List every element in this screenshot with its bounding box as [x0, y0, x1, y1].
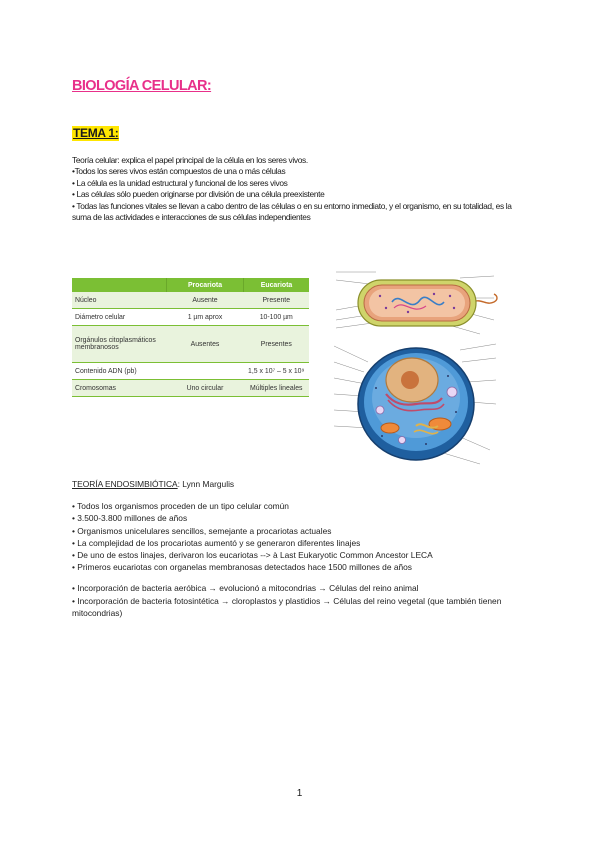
cell-theory-block — [72, 155, 532, 223]
table-cell: Cromosomas — [72, 380, 167, 397]
cell-theory-intro — [72, 155, 532, 166]
table-cell: Presentes — [244, 326, 310, 363]
table-cell: Contenido ADN (pb) — [72, 363, 167, 380]
table-header-cell — [72, 278, 167, 292]
endosymbiotic-title: TEORÍA ENDOSIMBIÓTICA — [72, 479, 178, 489]
mitochondrion — [381, 423, 399, 433]
table-cell: Diámetro celular — [72, 309, 167, 326]
cell-theory-text: explica el papel principal de la célula en los seres vivos. — [119, 155, 308, 165]
endosymbiotic-bullet: • La complejidad de los procariotas aumentó y se generaron diferentes linajes — [72, 537, 361, 548]
table-cell: Orgánulos citoplasmáticos membranosos — [72, 326, 167, 363]
cell-theory-bullet: •Todos los seres vivos están compuestos de una o más células — [72, 166, 286, 177]
table-row — [72, 292, 309, 309]
table-cell: 10-100 µm — [244, 309, 310, 326]
eukaryotic-cell-diagram — [330, 332, 500, 470]
cell-theory-label: Teoría celular: — [72, 155, 120, 165]
prokaryotic-cell-diagram — [330, 268, 500, 340]
endosymbiotic-heading — [72, 478, 542, 490]
vesicle — [399, 437, 406, 444]
table-row — [72, 309, 309, 326]
nucleolus — [401, 371, 419, 389]
table-cell: Ausente — [167, 292, 244, 309]
endosymbiotic-author: : Lynn Margulis — [177, 479, 235, 489]
endosymbiotic-bullet: • De uno de estos linajes, derivaron los eucariotas --> à Last Eukaryotic Common Ancestor LECA — [72, 550, 433, 561]
endosymbiotic-bullet: • Organismos unicelulares sencillos, semejante a procariotas actuales — [72, 525, 332, 536]
cell-theory-bullet: • La célula es la unidad estructural y funcional de los seres vivos — [72, 177, 288, 188]
organelle-origin-bullet: • Incorporación de bacteria aeróbica → evolucionó a mitocondrias → Células del reino animal — [72, 583, 419, 594]
table-cell: 1 µm aprox — [167, 309, 244, 326]
endosymbiotic-bullet: • Todos los organismos proceden de un tipo celular común — [72, 501, 289, 512]
vesicle — [376, 406, 384, 414]
table-row — [72, 326, 309, 363]
table-cell: Uno circular — [167, 380, 244, 397]
lysosome — [447, 387, 457, 397]
page-title: BIOLOGÍA CELULAR: — [72, 78, 212, 94]
table-header-cell: Eucariota — [244, 278, 310, 292]
table-row — [72, 363, 309, 380]
endosymbiotic-bullet: • 3.500-3.800 millones de años — [72, 513, 188, 524]
organelle-origin-bullet: • Incorporación de bacteria fotosintética → cloroplastos y plastidios → Células del reino vegetal (que también tienen mitocondrias) — [72, 595, 502, 618]
table-row — [72, 380, 309, 397]
table-header-row — [72, 278, 309, 292]
table-cell: Múltiples lineales — [244, 380, 310, 397]
section-heading-tema: TEMA 1: — [73, 126, 119, 140]
prokaryote-eukaryote-table — [72, 278, 309, 397]
table-cell: Ausentes — [167, 326, 244, 363]
cell-theory-bullet: • Las células sólo pueden originarse por división de una célula preexistente — [72, 189, 325, 200]
endosymbiotic-theory-block — [72, 478, 542, 619]
page-number: 1 — [296, 788, 303, 799]
table-header-cell: Procariota — [167, 278, 244, 292]
table-cell: Núcleo — [72, 292, 167, 309]
table-cell — [167, 363, 244, 380]
cell-theory-bullet: • Todas las funciones vitales se llevan a cabo dentro de las células o en su entorno inmediato, y el organismo, en su totalidad, es la suma de las actividades e interacciones de sus células independientes — [72, 200, 512, 223]
table-cell: 1,5 x 10⁷ – 5 x 10⁹ — [244, 363, 310, 380]
table-cell: Presente — [244, 292, 310, 309]
endosymbiotic-bullet: • Primeros eucariotas con organelas membranosas detectados hace 1500 millones de años — [72, 562, 412, 573]
